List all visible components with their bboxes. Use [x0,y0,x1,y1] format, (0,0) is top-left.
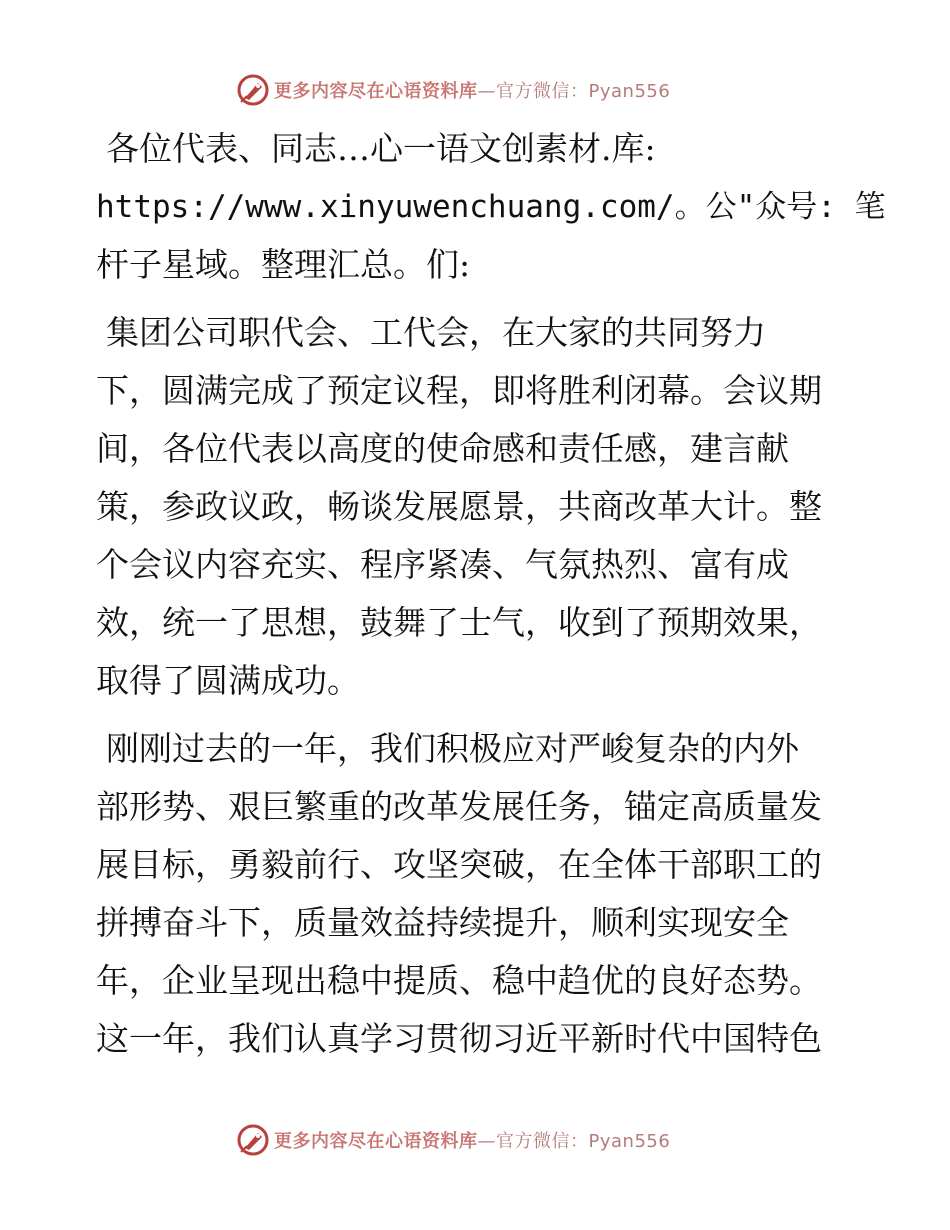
pen-nib-logo-icon [236,73,270,107]
header-banner [236,72,736,108]
footer-banner [236,1122,736,1158]
banner-slogan: 更多内容尽在心语资料库 [274,1131,478,1152]
text-line: 效，统一了思想，鼓舞了士气，收到了预期效果， [96,603,822,642]
text-line-url: https://www.xinyuwenchuang.com/。公"众号: 笔 [96,189,886,225]
paragraph-meeting-summary [96,304,856,710]
text-line: 策，参政议政，畅谈发展愿景，共商改革大计。整 [96,487,822,526]
banner-wechat-label: 官方微信： [496,1131,589,1152]
text-line: 杆子星域。整理汇总。们: [96,245,471,284]
text-line: 间，各位代表以高度的使命感和责任感，建言献 [96,429,789,468]
banner-slogan: 更多内容尽在心语资料库 [274,81,478,102]
text-line: 部形势、艰巨繁重的改革发展任务，锚定高质量发 [96,787,822,826]
text-line: 各位代表、同志…心一语文创素材.库: [106,129,656,168]
text-line: 个会议内容充实、程序紧凑、气氛热烈、富有成 [96,545,789,584]
banner-wechat-id: Pyan556 [588,81,671,102]
text-line: 展目标，勇毅前行、攻坚突破，在全体干部职工的 [96,845,822,884]
text-line: 拼搏奋斗下，质量效益持续提升，顺利实现安全 [96,903,789,942]
text-line: 刚刚过去的一年，我们积极应对严峻复杂的内外 [106,729,799,768]
banner-wechat-id: Pyan556 [588,1131,671,1152]
banner-wechat-label: 官方微信： [496,81,589,102]
text-line: 这一年，我们认真学习贯彻习近平新时代中国特色 [96,1019,822,1058]
banner-text [274,77,670,103]
text-line: 集团公司职代会、工代会，在大家的共同努力 [106,313,766,352]
document-body [96,120,886,1078]
paragraph-year-review [96,720,856,1068]
banner-separator: — [477,1131,496,1152]
text-line: 取得了圆满成功。 [96,661,360,700]
banner-text [274,1127,670,1153]
paragraph-greeting [96,120,886,294]
pen-nib-logo-icon [236,1123,270,1157]
text-line: 年，企业呈现出稳中提质、稳中趋优的良好态势。 [96,961,822,1000]
text-line: 下，圆满完成了预定议程，即将胜利闭幕。会议期 [96,371,822,410]
banner-separator: — [477,81,496,102]
